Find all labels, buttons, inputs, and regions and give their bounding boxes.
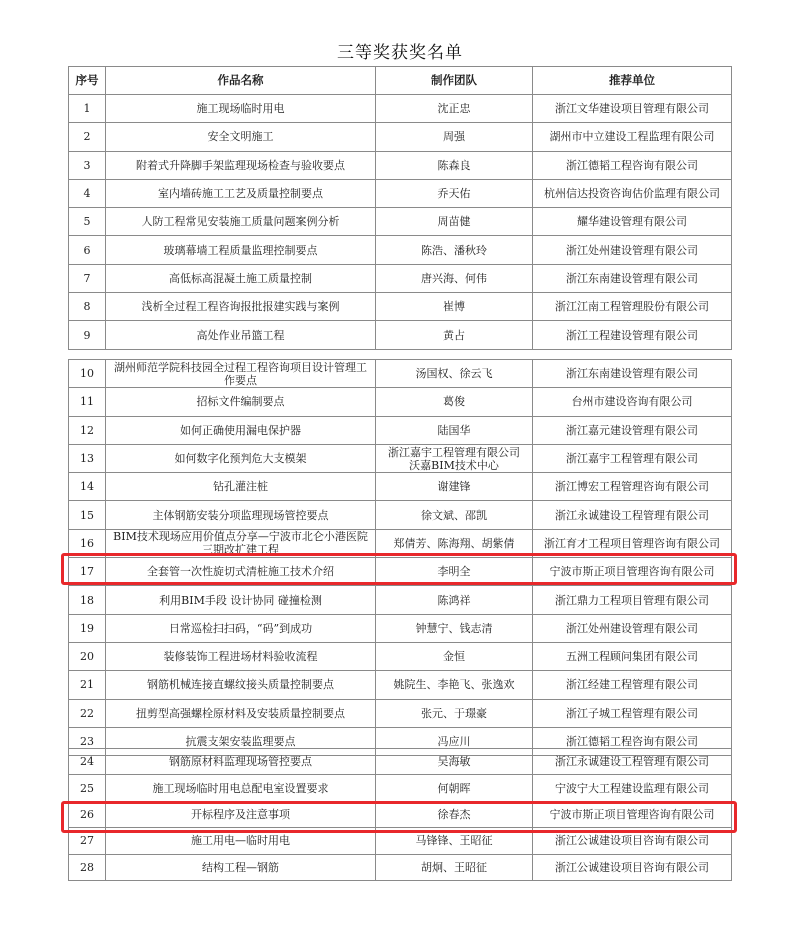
- cell-team: 谢建锋: [376, 473, 533, 501]
- cell-work-name: 日常巡检扫扫码，“码”到成功: [106, 614, 376, 642]
- table-row: [69, 501, 732, 529]
- cell-team: 周强: [376, 123, 533, 151]
- cell-recommending-unit: 浙江工程建设管理有限公司: [533, 321, 732, 349]
- cell-recommending-unit: 浙江子城工程管理有限公司: [533, 699, 732, 727]
- cell-index: 17: [69, 558, 106, 586]
- table-row: [69, 123, 732, 151]
- cell-index: 7: [69, 264, 106, 292]
- header-work-name: 作品名称: [106, 67, 376, 95]
- cell-work-name: 全套管一次性旋切式清桩施工技术介绍: [106, 558, 376, 586]
- header-index: 序号: [69, 67, 106, 95]
- header-recommending-unit: 推荐单位: [533, 67, 732, 95]
- cell-work-name: 钢筋原材料监理现场管控要点: [106, 749, 376, 775]
- cell-team: 葛俊: [376, 388, 533, 416]
- cell-team: 胡炯、王昭征: [376, 854, 533, 880]
- cell-recommending-unit: 浙江嘉宇工程管理有限公司: [533, 444, 732, 472]
- cell-work-name: 扭剪型高强螺栓原材料及安装质量控制要点: [106, 699, 376, 727]
- cell-team: 黄占: [376, 321, 533, 349]
- cell-recommending-unit: 浙江嘉元建设管理有限公司: [533, 416, 732, 444]
- cell-work-name: 开标程序及注意事项: [106, 801, 376, 827]
- cell-work-name: 如何正确使用漏电保护器: [106, 416, 376, 444]
- cell-index: 19: [69, 614, 106, 642]
- cell-work-name: 利用BIM手段 设计协同 碰撞检测: [106, 586, 376, 614]
- cell-work-name: 主体钢筋安装分项监理现场管控要点: [106, 501, 376, 529]
- cell-team: 姚院生、李艳飞、张逸欢: [376, 671, 533, 699]
- cell-work-name: 招标文件编制要点: [106, 388, 376, 416]
- table-row: [69, 473, 732, 501]
- cell-recommending-unit: 浙江东南建设管理有限公司: [533, 360, 732, 388]
- cell-work-name: 高低标高混凝土施工质量控制: [106, 264, 376, 292]
- table-row: [69, 828, 732, 854]
- cell-team: 陈鸿祥: [376, 586, 533, 614]
- cell-recommending-unit: 浙江博宏工程管理咨询有限公司: [533, 473, 732, 501]
- cell-team: 陈浩、潘秋玲: [376, 236, 533, 264]
- table-header-row: [69, 67, 732, 95]
- table-row: [69, 749, 732, 775]
- table-row: [69, 775, 732, 801]
- cell-index: 6: [69, 236, 106, 264]
- cell-work-name: 施工现场临时用电总配电室设置要求: [106, 775, 376, 801]
- cell-team: 徐春杰: [376, 801, 533, 827]
- cell-index: 4: [69, 179, 106, 207]
- cell-work-name: 浅析全过程工程咨询报批报建实践与案例: [106, 293, 376, 321]
- cell-team: 马锋锋、王昭征: [376, 828, 533, 854]
- cell-team: 吴海敏: [376, 749, 533, 775]
- cell-work-name: 玻璃幕墙工程质量监理控制要点: [106, 236, 376, 264]
- cell-work-name: 如何数字化预判危大支模架: [106, 444, 376, 472]
- table-row: [69, 614, 732, 642]
- award-table-part-1: [68, 66, 732, 350]
- cell-team: 徐文斌、邵凯: [376, 501, 533, 529]
- cell-work-name: 安全文明施工: [106, 123, 376, 151]
- cell-index: 26: [69, 801, 106, 827]
- table-row: [69, 642, 732, 670]
- cell-team: 何朝晖: [376, 775, 533, 801]
- cell-index: 25: [69, 775, 106, 801]
- table-row: [69, 360, 732, 388]
- cell-recommending-unit: 宁波市斯正项目管理咨询有限公司: [533, 801, 732, 827]
- cell-recommending-unit: 浙江育才工程项目管理咨询有限公司: [533, 529, 732, 557]
- table-row: [69, 95, 732, 123]
- cell-index: 5: [69, 208, 106, 236]
- cell-index: 27: [69, 828, 106, 854]
- table-row: [69, 671, 732, 699]
- table-row: [69, 179, 732, 207]
- award-table-part-2: [68, 359, 732, 756]
- cell-work-name: 高处作业吊篮工程: [106, 321, 376, 349]
- cell-index: 14: [69, 473, 106, 501]
- cell-team: 郑倩芳、陈海翔、胡紫倩: [376, 529, 533, 557]
- cell-recommending-unit: 台州市建设咨询有限公司: [533, 388, 732, 416]
- cell-recommending-unit: 浙江经建工程管理有限公司: [533, 671, 732, 699]
- table-row: [69, 558, 732, 586]
- cell-recommending-unit: 浙江公诚建设项目咨询有限公司: [533, 854, 732, 880]
- table-row: [69, 444, 732, 472]
- header-team: 制作团队: [376, 67, 533, 95]
- cell-recommending-unit: 杭州信达投资咨询估价监理有限公司: [533, 179, 732, 207]
- table-row: [69, 801, 732, 827]
- cell-team: 乔天佑: [376, 179, 533, 207]
- cell-index: 9: [69, 321, 106, 349]
- cell-recommending-unit: 湖州市中立建设工程监理有限公司: [533, 123, 732, 151]
- cell-recommending-unit: 耀华建设管理有限公司: [533, 208, 732, 236]
- cell-index: 11: [69, 388, 106, 416]
- cell-work-name: 钢筋机械连接直螺纹接头质量控制要点: [106, 671, 376, 699]
- cell-recommending-unit: 宁波宁大工程建设监理有限公司: [533, 775, 732, 801]
- cell-index: 16: [69, 529, 106, 557]
- cell-team: 崔博: [376, 293, 533, 321]
- cell-team: 李明全: [376, 558, 533, 586]
- cell-recommending-unit: 浙江处州建设管理有限公司: [533, 236, 732, 264]
- cell-recommending-unit: 浙江处州建设管理有限公司: [533, 614, 732, 642]
- cell-work-name: 抗震支架安装监理要点: [106, 727, 376, 755]
- cell-index: 24: [69, 749, 106, 775]
- table-row: [69, 208, 732, 236]
- table-row: [69, 236, 732, 264]
- table-row: [69, 293, 732, 321]
- cell-work-name: 湖州师范学院科技园全过程工程咨询项目设计管理工作要点: [106, 360, 376, 388]
- cell-recommending-unit: 浙江公诚建设项目咨询有限公司: [533, 828, 732, 854]
- cell-team: 陆国华: [376, 416, 533, 444]
- cell-team: 唐兴海、何伟: [376, 264, 533, 292]
- cell-work-name: 人防工程常见安装施工质量问题案例分析: [106, 208, 376, 236]
- cell-index: 12: [69, 416, 106, 444]
- table-row: [69, 854, 732, 880]
- cell-work-name: 钻孔灌注桩: [106, 473, 376, 501]
- cell-index: 28: [69, 854, 106, 880]
- cell-index: 8: [69, 293, 106, 321]
- cell-recommending-unit: 五洲工程顾问集团有限公司: [533, 642, 732, 670]
- cell-work-name: BIM技术现场应用价值点分享—宁波市北仑小港医院三期改扩建工程: [106, 529, 376, 557]
- cell-recommending-unit: 浙江文华建设项目管理有限公司: [533, 95, 732, 123]
- cell-recommending-unit: 宁波市斯正项目管理咨询有限公司: [533, 558, 732, 586]
- cell-index: 21: [69, 671, 106, 699]
- award-table-part-3: [68, 748, 732, 881]
- cell-index: 3: [69, 151, 106, 179]
- cell-team: 陈森良: [376, 151, 533, 179]
- cell-team: 张元、于璟豪: [376, 699, 533, 727]
- cell-team: 金恒: [376, 642, 533, 670]
- cell-work-name: 装修装饰工程进场材料验收流程: [106, 642, 376, 670]
- cell-recommending-unit: 浙江永诚建设工程管理有限公司: [533, 749, 732, 775]
- cell-index: 20: [69, 642, 106, 670]
- cell-work-name: 室内墙砖施工工艺及质量控制要点: [106, 179, 376, 207]
- cell-team: 周苗健: [376, 208, 533, 236]
- cell-index: 2: [69, 123, 106, 151]
- cell-team: 冯应川: [376, 727, 533, 755]
- cell-team: 沈正忠: [376, 95, 533, 123]
- table-row: [69, 529, 732, 557]
- cell-index: 1: [69, 95, 106, 123]
- cell-recommending-unit: 浙江德韬工程咨询有限公司: [533, 151, 732, 179]
- page-title: 三等奖获奖名单: [337, 43, 463, 63]
- table-row: [69, 699, 732, 727]
- cell-team: 钟慧宁、钱志清: [376, 614, 533, 642]
- cell-work-name: 施工现场临时用电: [106, 95, 376, 123]
- cell-work-name: 结构工程—钢筋: [106, 854, 376, 880]
- cell-recommending-unit: 浙江永诚建设工程管理有限公司: [533, 501, 732, 529]
- cell-recommending-unit: 浙江江南工程管理股份有限公司: [533, 293, 732, 321]
- table-row: [69, 264, 732, 292]
- cell-work-name: 施工用电—临时用电: [106, 828, 376, 854]
- table-row: [69, 586, 732, 614]
- table-row: [69, 416, 732, 444]
- cell-index: 10: [69, 360, 106, 388]
- cell-index: 18: [69, 586, 106, 614]
- cell-team: 浙江嘉宇工程管理有限公司 沃嘉BIM技术中心: [376, 444, 533, 472]
- cell-team: 汤国权、徐云飞: [376, 360, 533, 388]
- cell-index: 15: [69, 501, 106, 529]
- table-row: [69, 388, 732, 416]
- table-row: [69, 321, 732, 349]
- table-row: [69, 151, 732, 179]
- cell-index: 22: [69, 699, 106, 727]
- cell-recommending-unit: 浙江德韬工程咨询有限公司: [533, 727, 732, 755]
- cell-recommending-unit: 浙江鼎力工程项目管理有限公司: [533, 586, 732, 614]
- cell-index: 23: [69, 727, 106, 755]
- cell-recommending-unit: 浙江东南建设管理有限公司: [533, 264, 732, 292]
- cell-index: 13: [69, 444, 106, 472]
- cell-work-name: 附着式升降脚手架监理现场检查与验收要点: [106, 151, 376, 179]
